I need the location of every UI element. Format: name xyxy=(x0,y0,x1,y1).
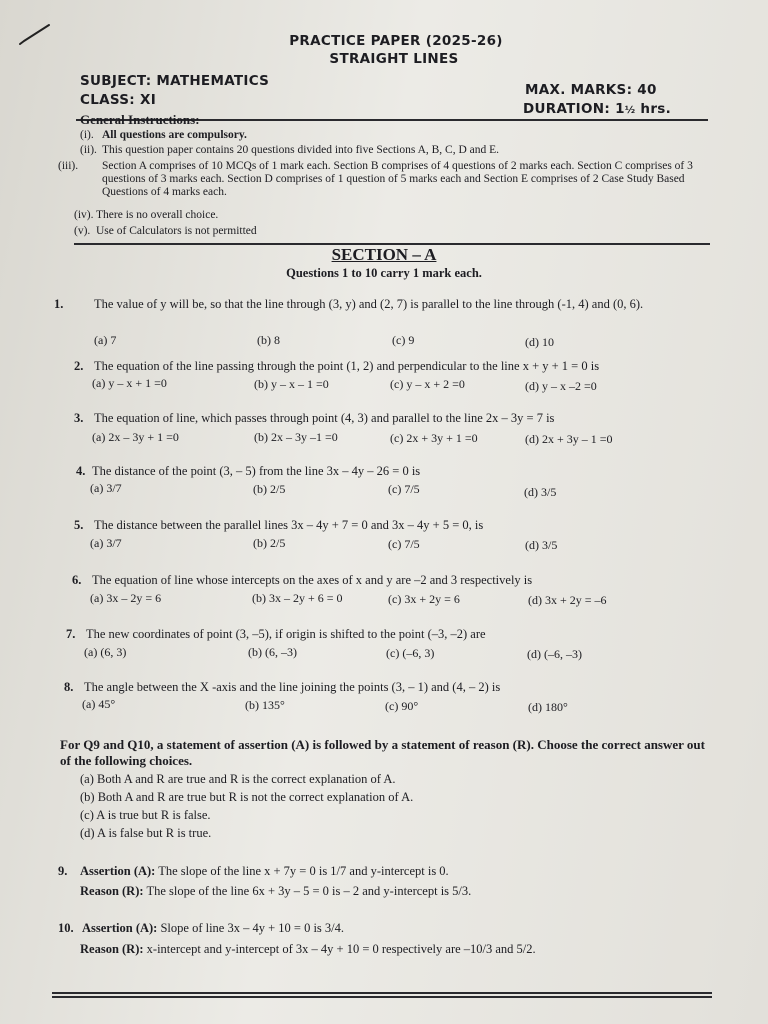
assertion-label: Assertion (A): xyxy=(82,921,158,935)
question-text: The new coordinates of point (3, –5), if origin is shifted to the point (–3, –2) are xyxy=(86,627,486,641)
question-5 xyxy=(74,518,714,533)
option-a: (a) 7 xyxy=(94,333,117,347)
option-b: (b) 2/5 xyxy=(253,536,286,550)
option-a: (a) 2x – 3y + 1 =0 xyxy=(92,430,179,444)
option-b: (b) 2/5 xyxy=(253,482,286,496)
option-c: (c) 9 xyxy=(392,333,415,347)
option-a: (a) y – x + 1 =0 xyxy=(92,376,167,390)
question-text: The equation of line whose intercepts on the axes of x and y are –2 and 3 respectively is xyxy=(92,573,533,587)
assertion-label: Assertion (A): xyxy=(80,864,156,878)
duration-text: DURATION: 1 xyxy=(523,101,625,117)
assertion-text: The slope of the line x + 7y = 0 is 1/7 and y-intercept is 0. xyxy=(158,864,449,878)
option-d: (d) 3/5 xyxy=(525,538,558,552)
paper-subtitle: STRAIGHT LINES xyxy=(329,51,459,67)
instruction-number: (v). xyxy=(74,225,91,237)
question-number: 4. xyxy=(76,464,86,478)
assertion-choice-b: (b) Both A and R are true but R is not the correct explanation of A. xyxy=(80,790,414,804)
max-marks-label: MAX. MARKS: 40 xyxy=(525,82,657,98)
footer-rule-bottom xyxy=(52,996,712,998)
question-number: 2. xyxy=(74,359,84,373)
option-b: (b) (6, –3) xyxy=(248,645,297,659)
option-c: (c) y – x + 2 =0 xyxy=(390,377,465,391)
option-a: (a) 45° xyxy=(82,697,116,711)
question-number: 1. xyxy=(54,297,64,311)
instruction-3 xyxy=(58,160,708,199)
question-number: 8. xyxy=(64,680,74,694)
instruction-text: All questions are compulsory. xyxy=(102,129,247,141)
reason-label: Reason (R): xyxy=(80,942,144,956)
question-text: The equation of the line passing through the point (1, 2) and perpendicular to the line x + y + 1 = 0 is xyxy=(94,359,600,373)
option-c: (c) 3x + 2y = 6 xyxy=(388,592,460,606)
instruction-text: There is no overall choice. xyxy=(96,209,219,221)
question-text: The value of y will be, so that the line through (3, y) and (2, 7) is parallel to the line through (-1, 4) and (0, 6). xyxy=(94,297,644,311)
question-9-reason xyxy=(80,883,471,899)
question-number: 3. xyxy=(74,411,84,425)
section-subtitle: Questions 1 to 10 carry 1 mark each. xyxy=(286,266,482,280)
question-text: The distance between the parallel lines 3x – 4y + 7 = 0 and 3x – 4y + 5 = 0, is xyxy=(94,518,484,532)
instruction-number: (iii). xyxy=(58,160,79,172)
section-title: SECTION – A xyxy=(331,245,437,264)
question-9-assertion xyxy=(58,863,449,879)
option-a: (a) 3x – 2y = 6 xyxy=(90,591,162,605)
option-d: (d) 3/5 xyxy=(524,485,557,499)
option-a: (a) (6, 3) xyxy=(84,645,127,659)
question-text: The distance of the point (3, – 5) from the line 3x – 4y – 26 = 0 is xyxy=(92,464,421,478)
option-d: (d) 10 xyxy=(525,335,554,349)
question-number: 7. xyxy=(66,627,76,641)
question-3 xyxy=(74,411,714,426)
option-b: (b) 2x – 3y –1 =0 xyxy=(254,430,338,444)
question-10-reason xyxy=(80,941,536,957)
option-d: (d) (–6, –3) xyxy=(527,647,582,661)
question-8 xyxy=(64,680,714,695)
option-d: (d) y – x –2 =0 xyxy=(525,379,597,393)
duration-fraction: ½ xyxy=(624,105,636,116)
question-2 xyxy=(74,359,714,374)
option-d: (d) 3x + 2y = –6 xyxy=(528,593,607,607)
class-label: CLASS: XI xyxy=(80,92,157,108)
instruction-2 xyxy=(80,144,700,157)
assertion-choice-d: (d) A is false but R is true. xyxy=(80,826,212,840)
instruction-number: (ii). xyxy=(80,144,97,156)
paper-title: PRACTICE PAPER (2025-26) xyxy=(289,33,503,49)
instruction-number: (i). xyxy=(80,129,94,141)
reason-text: x-intercept and y-intercept of 3x – 4y + 10 = 0 respectively are –10/3 and 5/2. xyxy=(146,942,536,956)
question-number: 5. xyxy=(74,518,84,532)
option-c: (c) 2x + 3y + 1 =0 xyxy=(390,431,478,445)
question-number: 10. xyxy=(58,921,74,935)
option-b: (b) 8 xyxy=(257,333,280,347)
option-c: (c) 7/5 xyxy=(388,537,420,551)
instruction-text: Section A comprises of 10 MCQs of 1 mark each. Section B comprises of 4 questions of 2 marks each. Section C comprises of 3 questions of 3 marks each. Section D comprises of 1 question of 5 marks each and Section E comprises of 2 Case Study Based Questions of 4 marks each. xyxy=(102,160,693,198)
option-a: (a) 3/7 xyxy=(90,536,122,550)
option-c: (c) 90° xyxy=(385,699,419,713)
assertion-text: Slope of line 3x – 4y + 10 = 0 is 3/4. xyxy=(160,921,345,935)
option-d: (d) 2x + 3y – 1 =0 xyxy=(525,432,613,446)
option-d: (d) 180° xyxy=(528,700,568,714)
assertion-choice-c: (c) A is true but R is false. xyxy=(80,808,211,822)
option-b: (b) y – x – 1 =0 xyxy=(254,377,329,391)
duration-label xyxy=(523,101,671,117)
subject-label: SUBJECT: MATHEMATICS xyxy=(80,73,270,89)
question-10-assertion xyxy=(58,920,344,936)
instruction-5 xyxy=(74,225,694,238)
instruction-1 xyxy=(80,129,700,142)
reason-label: Reason (R): xyxy=(80,884,144,898)
instruction-number: (iv). xyxy=(74,209,94,221)
option-c: (c) (–6, 3) xyxy=(386,646,435,660)
duration-unit: hrs. xyxy=(635,101,672,117)
option-a: (a) 3/7 xyxy=(90,481,122,495)
instructions-title: General Instructions: xyxy=(80,112,200,127)
option-b: (b) 135° xyxy=(245,698,285,712)
instruction-4 xyxy=(74,209,694,222)
option-c: (c) 7/5 xyxy=(388,482,420,496)
reason-text: The slope of the line 6x + 3y – 5 = 0 is – 2 and y-intercept is 5/3. xyxy=(146,884,472,898)
instruction-text: This question paper contains 20 questions divided into five Sections A, B, C, D and E. xyxy=(102,144,500,156)
question-text: The equation of line, which passes through point (4, 3) and parallel to the line 2x – 3y = 7 is xyxy=(94,411,555,425)
question-1 xyxy=(54,297,694,312)
question-number: 6. xyxy=(72,573,82,587)
assertion-choice-a: (a) Both A and R are true and R is the correct explanation of A. xyxy=(80,772,396,786)
instruction-text: Use of Calculators is not permitted xyxy=(96,225,257,237)
assertion-intro: For Q9 and Q10, a statement of assertion (A) is followed by a statement of reason (R). Choose the correct answer out of the following choices. xyxy=(60,737,705,768)
option-b: (b) 3x – 2y + 6 = 0 xyxy=(252,591,343,605)
question-6 xyxy=(72,573,722,588)
question-text: The angle between the X -axis and the line joining the points (3, – 1) and (4, – 2) is xyxy=(84,680,501,694)
question-4 xyxy=(76,464,716,479)
question-number: 9. xyxy=(58,864,68,878)
question-7 xyxy=(66,627,716,642)
footer-rule-top xyxy=(52,992,712,994)
